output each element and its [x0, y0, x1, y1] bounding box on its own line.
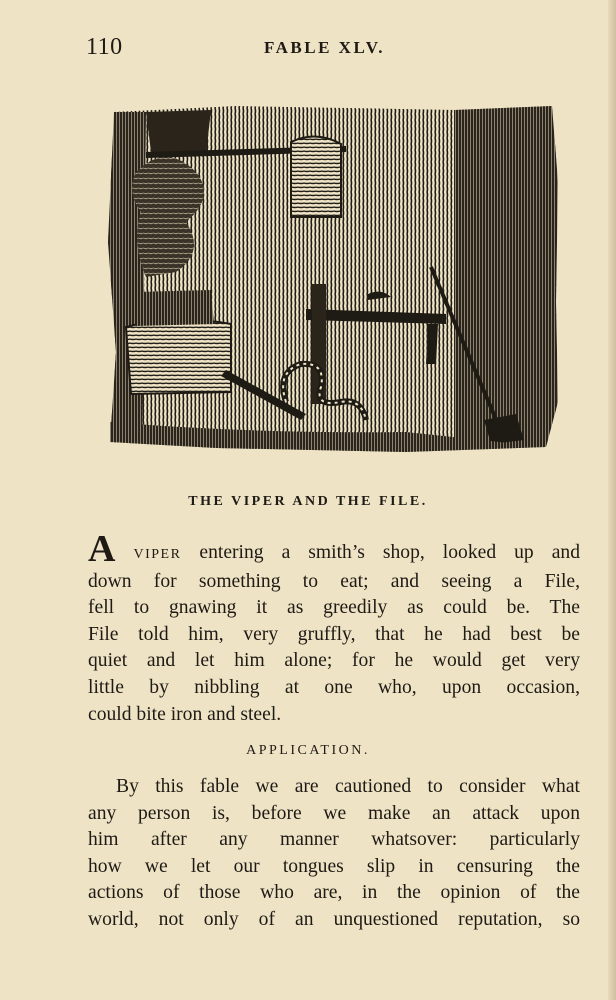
- fable-line: could bite iron and steel.: [88, 703, 282, 725]
- fable-line: quiet and let him alone; for he would get very: [88, 650, 580, 672]
- page-header: [86, 34, 586, 64]
- fable-text: [88, 528, 580, 728]
- woodcut-illustration: [106, 102, 560, 457]
- application-line: him after any manner whatsover: particularly: [88, 829, 580, 851]
- drop-cap: A: [88, 528, 116, 570]
- fable-line: fell to gnawing it as greedily as could be. The: [88, 597, 580, 619]
- application-line: world, not only of an unquestioned reputation, so: [88, 908, 580, 930]
- application-line: actions of those who are, in the opinion of the: [88, 882, 580, 904]
- fable-caption: THE VIPER AND THE FILE.: [188, 494, 428, 509]
- fable-line: [88, 528, 580, 570]
- application-heading: APPLICATION.: [246, 743, 370, 758]
- application-line: how we let our tongues slip in censuring the: [88, 855, 580, 877]
- application-text: [88, 774, 580, 934]
- page-number: 110: [86, 34, 123, 60]
- fable-line: File told him, very gruffly, that he had best be: [88, 623, 580, 645]
- small-caps-word: VIPER: [133, 547, 182, 562]
- running-title: FABLE XLV.: [264, 38, 386, 57]
- application-line: By this fable we are cautioned to consider what: [116, 776, 580, 797]
- fable-line: little by nibbling at one who, upon occasion,: [88, 676, 580, 698]
- application-line: any person is, before we make an attack upon: [88, 802, 580, 824]
- fable-line-rest: entering a smith’s shop, looked up and: [181, 542, 580, 563]
- fable-line: down for something to eat; and seeing a File,: [88, 570, 580, 592]
